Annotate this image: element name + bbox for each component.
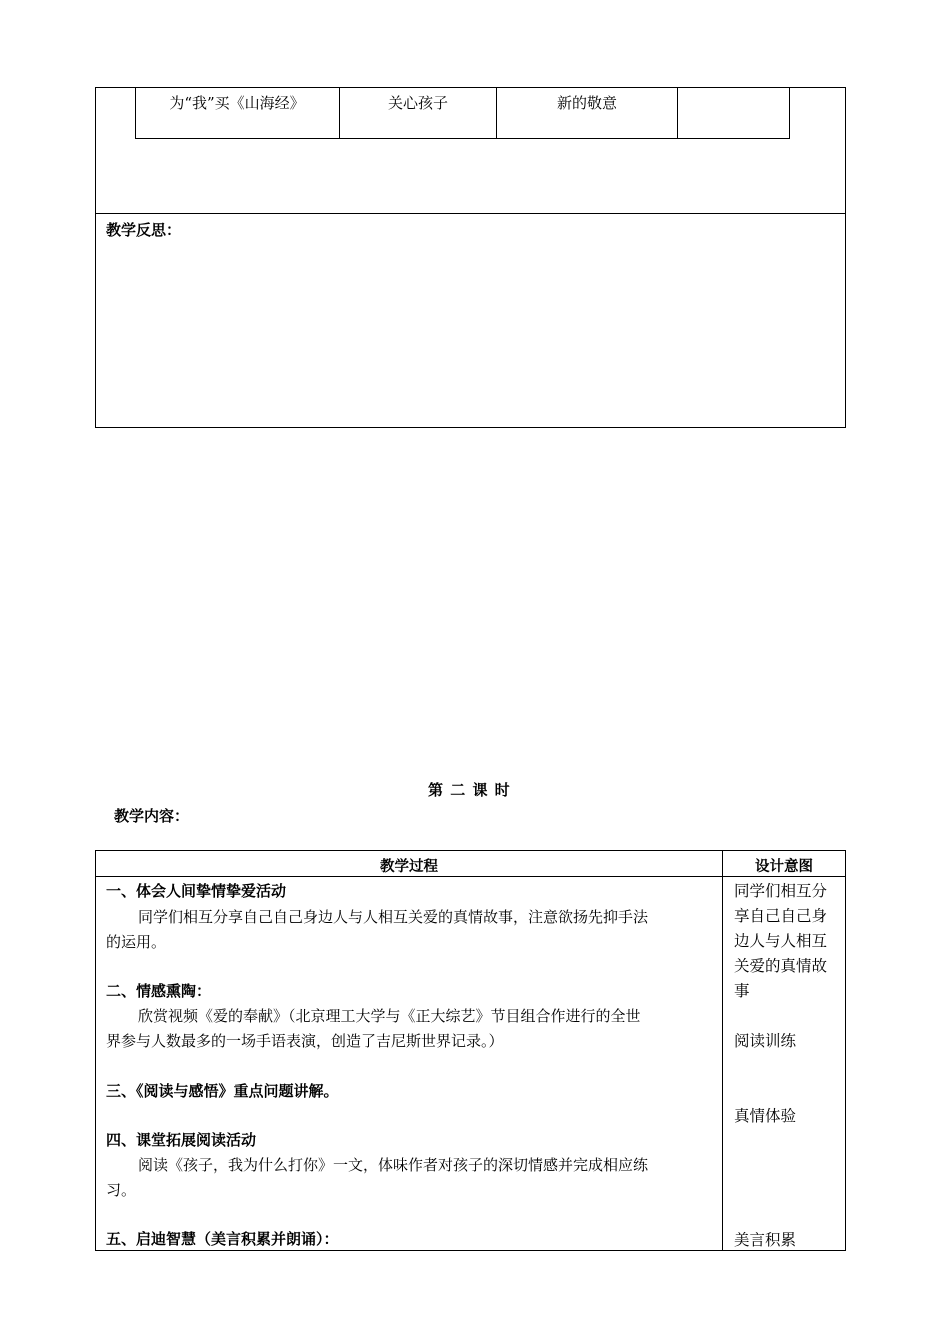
section-4-text-line-1: 阅读《孩子，我为什么打你》一文，体味作者对孩子的深切情感并完成相应练 [138,1156,649,1174]
intent-4: 美言积累 [734,1231,797,1249]
summary-cell-attitude: 新的敬意 [556,94,617,112]
intent-1-line-4: 关爱的真情故 [734,957,828,975]
intent-1-line-2: 享自己自己身 [734,907,828,925]
section-2-text-line-1: 欣赏视频《爱的奉献》（北京理工大学与《正大综艺》节目组合作进行的全世 [138,1007,641,1025]
reflection-label: 教学反思： [106,221,182,239]
summary-col-divider-3 [677,87,678,139]
section-4-text-line-2: 习。 [106,1181,137,1199]
intent-1-line-1: 同学们相互分 [734,882,828,900]
section-2-title: 二、情感熏陶： [106,982,212,1000]
reflection-divider [95,213,846,214]
section-2-text-line-2: 界参与人数最多的一场手语表演，创造了吉尼斯世界记录。） [106,1032,504,1050]
content-label: 教学内容： [114,807,190,825]
section-1-title: 一、体会人间挚情挚爱活动 [106,882,287,900]
process-header-divider [95,876,846,877]
section-1-text-line-2: 的运用。 [106,933,167,951]
lesson-title: 第 二 课 时 [428,781,511,799]
summary-cell-event: 为“我”买《山海经》 [169,94,305,112]
intent-2: 阅读训练 [734,1032,797,1050]
section-3-title: 三、《阅读与感悟》重点问题讲解。 [106,1082,339,1100]
header-intent: 设计意图 [755,859,813,875]
process-col-divider [722,850,723,1251]
intent-1-line-3: 边人与人相互 [734,932,828,950]
summary-cell-empty [678,88,789,92]
summary-cell-feeling: 关心孩子 [387,94,448,112]
header-process: 教学过程 [380,859,438,875]
section-4-title: 四、课堂拓展阅读活动 [106,1131,257,1149]
intent-1-line-5: 事 [734,982,750,1000]
section-1-text-line-1: 同学们相互分享自己自己身边人与人相互关爱的真情故事，注意欲扬先抑手法 [138,908,649,926]
intent-3: 真情体验 [734,1107,797,1125]
section-5-title: 五、启迪智慧（美言积累并朗诵）： [106,1230,339,1248]
